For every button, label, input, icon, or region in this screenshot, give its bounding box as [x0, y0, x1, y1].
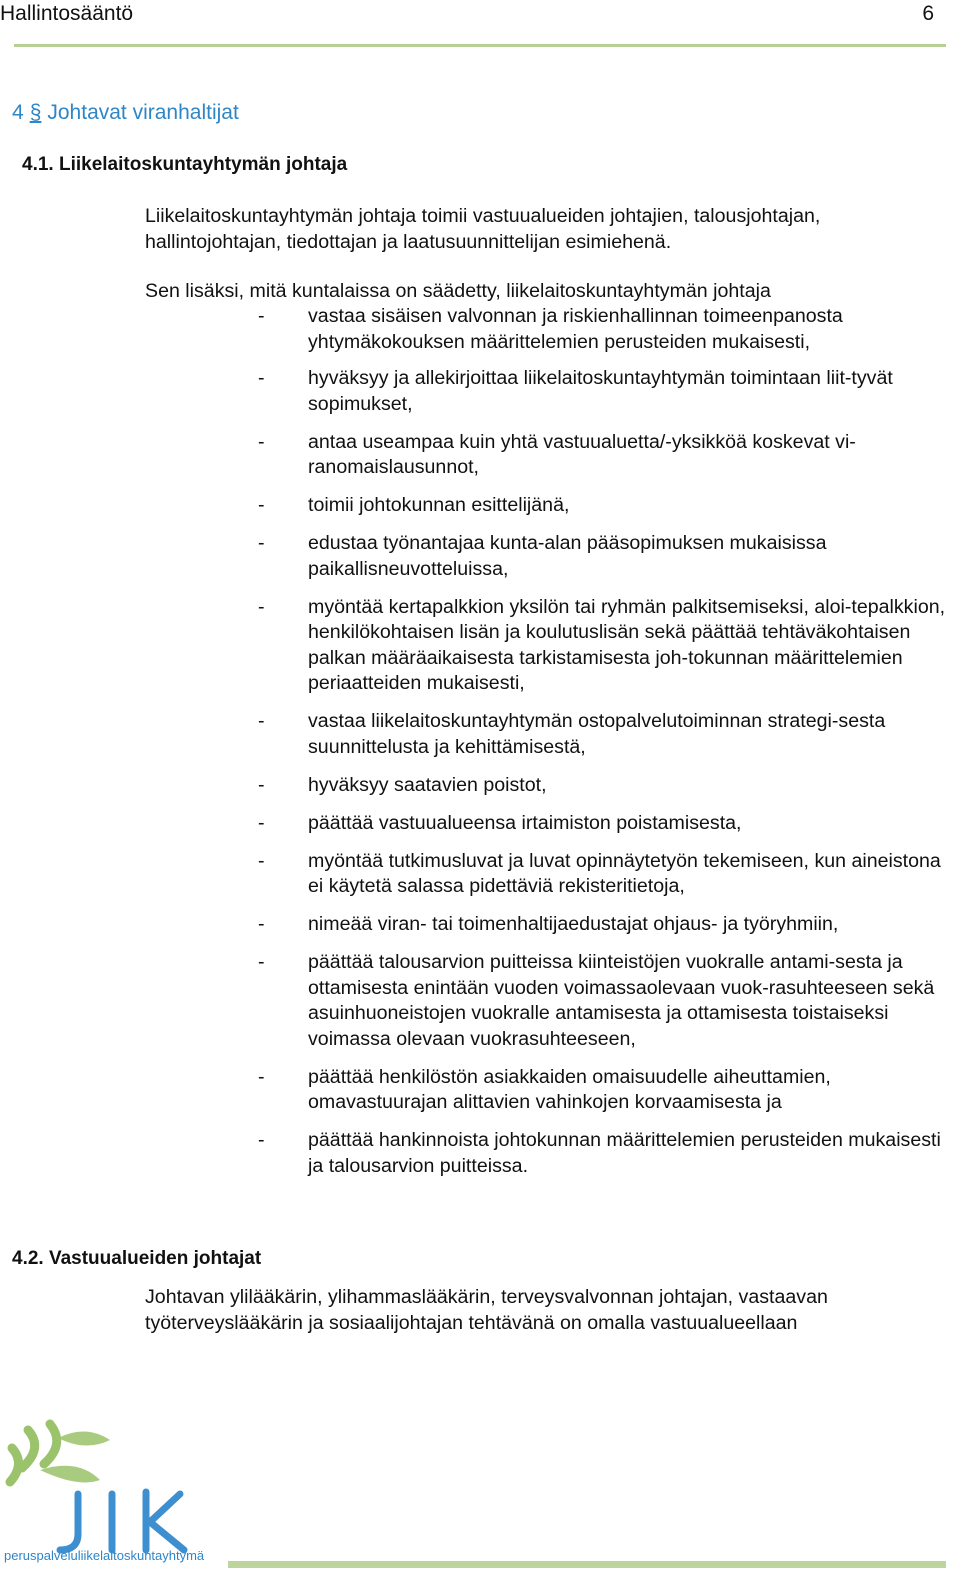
- list-item: [258, 304, 948, 355]
- list-item-text: nimeää viran- tai toimenhaltijaedustajat ohjaus- ja työryhmiin,: [308, 913, 839, 935]
- list-item-text: antaa useampaa kuin yhtä vastuualuetta/-yksikköä koskevat vi-ranomaislausunnot,: [308, 430, 856, 478]
- list-item-text: vastaa sisäisen valvonnan ja riskienhallinnan toimeenpanosta yhtymäkokouksen määrittelemien perusteiden mukaisesti,: [308, 305, 843, 353]
- list-dash: -: [258, 430, 265, 453]
- chapter-heading: [12, 100, 239, 126]
- list-item-text: hyväksyy ja allekirjoittaa liikelaitoskuntayhtymän toimintaan liit-tyvät sopimukset,: [308, 367, 893, 415]
- list-item-text: päättää hankinnoista johtokunnan määrittelemien perusteiden mukaisesti ja talousarvion puitteissa.: [308, 1129, 941, 1177]
- list-dash: -: [258, 595, 265, 618]
- footer-divider: [228, 1561, 946, 1568]
- page-number: 6: [922, 2, 934, 25]
- list-item-text: päättää talousarvion puitteissa kiinteistöjen vuokralle antami-sesta ja ottamisesta enintään vuoden voimassaolevaan vuok-rasuhteeseen sekä asuinhuoneistojen vuokralle antamisesta ja ottamisesta toistaiseksi voimassa olevaan vuokrasuhteeseen,: [308, 951, 935, 1050]
- list-item: [258, 773, 948, 799]
- list-dash: -: [258, 1065, 265, 1088]
- list-item: [258, 950, 948, 1052]
- list-dash: -: [258, 367, 265, 389]
- list-item-text: edustaa työnantajaa kunta-alan pääsopimuksen mukaisissa paikallisneuvotteluissa,: [308, 532, 827, 580]
- chapter-title: Johtavat viranhaltijat: [47, 101, 239, 124]
- chapter-number: 4: [12, 101, 24, 124]
- list-dash: -: [258, 710, 265, 732]
- list-item: [258, 366, 948, 417]
- list-item-text: toimii johtokunnan esittelijänä,: [308, 494, 570, 516]
- list-item: [258, 912, 948, 938]
- section-heading-4-1: 4.1. Liikelaitoskuntayhtymän johtaja: [22, 154, 348, 175]
- list-dash: -: [258, 913, 265, 935]
- list-item: [258, 811, 948, 837]
- list-item-text: myöntää tutkimusluvat ja luvat opinnäytetyön tekemiseen, kun aineistona ei käytetä salassa pidettäviä rekisteritietoja,: [308, 849, 941, 897]
- footer-brand-text: peruspalveluliikelaitoskuntayhtymä: [4, 1548, 205, 1563]
- list-item-text: vastaa liikelaitoskuntayhtymän ostopalvelutoiminnan strategi-sesta suunnittelusta ja kehittämisestä,: [308, 710, 886, 758]
- list-item: [258, 1065, 948, 1116]
- list-dash: -: [258, 849, 265, 872]
- header-divider: [14, 44, 946, 47]
- list-item-text: päättää vastuualueensa irtaimiston poistamisesta,: [308, 811, 742, 834]
- list-dash: -: [258, 1129, 265, 1151]
- page-header: [0, 0, 960, 48]
- list-item: [258, 595, 948, 697]
- list-dash: -: [258, 494, 265, 516]
- duties-list: [258, 304, 948, 1192]
- list-item: [258, 849, 948, 900]
- section-4-1-paragraph-2: Sen lisäksi, mitä kuntalaissa on säädetty, liikelaitoskuntayhtymän johtaja: [145, 280, 771, 302]
- list-item: [258, 709, 948, 760]
- list-dash: -: [258, 305, 265, 327]
- section-sign-link[interactable]: §: [29, 101, 42, 124]
- document-title: Hallintosääntö: [0, 2, 134, 25]
- list-item: [258, 1128, 948, 1179]
- section-4-2-paragraph-1: Johtavan ylilääkärin, ylihammaslääkärin, terveysvalvonnan johtajan, vastaavan työterveyslääkärin ja sosiaalijohtajan tehtävänä on omalla vastuualueellaan: [145, 1286, 828, 1334]
- list-item-text: hyväksyy saatavien poistot,: [308, 773, 547, 796]
- logo-text: JIK: [110, 1545, 113, 1547]
- list-dash: -: [258, 811, 265, 834]
- list-item-text: myöntää kertapalkkion yksilön tai ryhmän palkitsemiseksi, aloi-tepalkkion, henkilökohtaisen lisän ja koulutuslisän sekä päättää tehtäväkohtaisen palkan määräaikaisesta tarkistamisesta joh-tokunnan määrittelemien periaatteiden mukaisesti,: [308, 595, 946, 694]
- list-item: [258, 531, 948, 582]
- list-dash: -: [258, 773, 265, 796]
- list-item: [258, 430, 948, 481]
- list-item: [258, 493, 948, 519]
- list-dash: -: [258, 951, 265, 973]
- section-4-1-paragraph-1: Liikelaitoskuntayhtymän johtaja toimii vastuualueiden johtajien, talousjohtajan, hallintojohtajan, tiedottajan ja laatusuunnittelijan esimiehenä.: [145, 205, 821, 253]
- list-dash: -: [258, 532, 265, 554]
- list-item-text: päättää henkilöstön asiakkaiden omaisuudelle aiheuttamien, omavastuurajan alittavien vahinkojen korvaamisesta ja: [308, 1065, 831, 1113]
- section-heading-4-2: 4.2. Vastuualueiden johtajat: [12, 1248, 262, 1269]
